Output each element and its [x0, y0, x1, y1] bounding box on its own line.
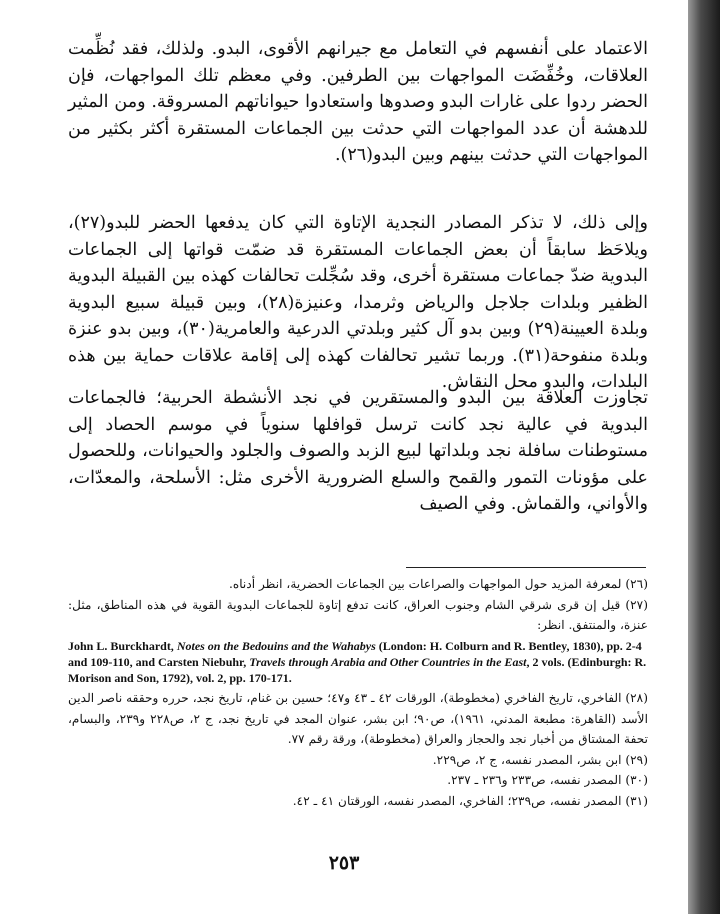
footnote-27-english-citation: [68, 638, 648, 686]
footnote-31: (٣١) المصدر نفسه، ص٢٣٩؛ الفاخري، المصدر نفسه، الورقتان ٤١ ـ ٤٢.: [292, 793, 648, 808]
paragraph-2: وإلى ذلك، لا تذكر المصادر النجدية الإتاوة التي كان يدفعها الحضر للبدو(٢٧)، ويلاحَظ سابقاً أن بعض الجماعات المستقرة قد ضمّت قواتها إلى الجماعات البدوية ضدّ جماعات مستقرة أخرى، وقد سُجِّلت تحالفات كهذه بين القبيلة البدوية الظفير وبلدات جلاجل والرياض وثرمدا، وعنيزة(٢٨)، وبين قبيلة سبيع البدوية وبلدة العيينة(٢٩) وبين بدو آل كثير وبلدتي الدرعية والعامرية(٣٠)، وبين بدو عنزة وبلدة منفوحة(٣١). وربما تشير تحالفات كهذه إلى إقامة علاقات حماية بين هذه البلدات، والبدو محل النقاش.: [68, 213, 649, 392]
footnotes-top: [68, 574, 648, 636]
citation-author: John L. Burckhardt,: [68, 639, 177, 653]
paragraph-3: تجاوزت العلاقة بين البدو والمستقرين في نجد الأنشطة الحربية؛ فالجماعات البدوية في عالية نجد كانت ترسل قوافلها سنوياً في موسم الحصاد إلى مستوطنات سافلة نجد وبلداتها لبيع الزبد والصوف والجلود والحيوانات، وللحصول على مؤونات التمور والقمح والسلع الضرورية الأخرى مثل: الأسلحة، والمعدّات، والأواني، والقماش. وفي الصيف: [68, 388, 648, 514]
citation-publisher-1: (London: H. Colburn and R. Bentley, 1830), pp. 2-4 and 109-110, and Carsten Niebuhr,: [68, 639, 642, 669]
citation-publisher-2: , 2 vols. (Edinburgh: R. Morison and Son, 1792), vol. 2, pp. 170-171.: [68, 655, 647, 685]
footnote-26: (٢٦) لمعرفة المزيد حول المواجهات والصراعات بين الجماعات الحضرية، انظر أدناه.: [228, 577, 648, 591]
page-number: ٢٥٣: [328, 852, 360, 874]
paragraph-1: الاعتماد على أنفسهم في التعامل مع جيرانهم الأقوى، البدو. ولذلك، فقد نُظِّمت العلاقات، وخُفِّضَت المواجهات بين الطرفين. وفي معظم تلك المواجهات، فإن الحضر ردوا على غارات البدو وصدوها واستعادوا حيواناتهم المسروقة. ومن المثير للدهشة أن عدد المواجهات التي حدثت بين الجماعات المستقرة أكثر بكثير من المواجهات التي حدثت بينهم وبين البدو(٢٦).: [68, 39, 648, 165]
footnotes-bottom: [68, 688, 648, 811]
footnote-27: (٢٧) قيل إن قرى شرقي الشام وجنوب العراق، كانت تدفع إتاوة للجماعات البدوية القوية في هذه المناطق، مثل: عنزة، والمنتفق. انظر:: [68, 597, 648, 632]
footnote-30: (٣٠) المصدر نفسه، ص٢٣٣ و٢٣٦ ـ ٢٣٧.: [447, 773, 648, 787]
footnote-29: (٢٩) ابن بشر، المصدر نفسه، ج ٢، ص٢٢٩.: [432, 752, 648, 767]
citation-title-1: Notes on the Bedouins and the Wahabys: [176, 639, 376, 653]
page-edge-shadow: [688, 0, 720, 914]
citation-title-2: Travels through Arabia and Other Countries in the East: [249, 655, 527, 669]
footnote-28: (٢٨) الفاخري، تاريخ الفاخري (مخطوطة)، الورقات ٤٢ ـ ٤٣ و٤٧؛ حسين بن غنام، تاريخ نجد، حرره وحققه ناصر الدين الأسد (القاهرة: مطبعة المدني، ١٩٦١)، ص٩٠؛ ابن بشر، عنوان المجد في تاريخ نجد، ج ٢، ص٢٢٨ و٢٣٩، والبسام، تحفة المشتاق من أخبار نجد والحجاز والعراق (مخطوطة)، ورقة رقم ٧٧.: [68, 691, 648, 746]
footnote-separator: [406, 567, 646, 568]
